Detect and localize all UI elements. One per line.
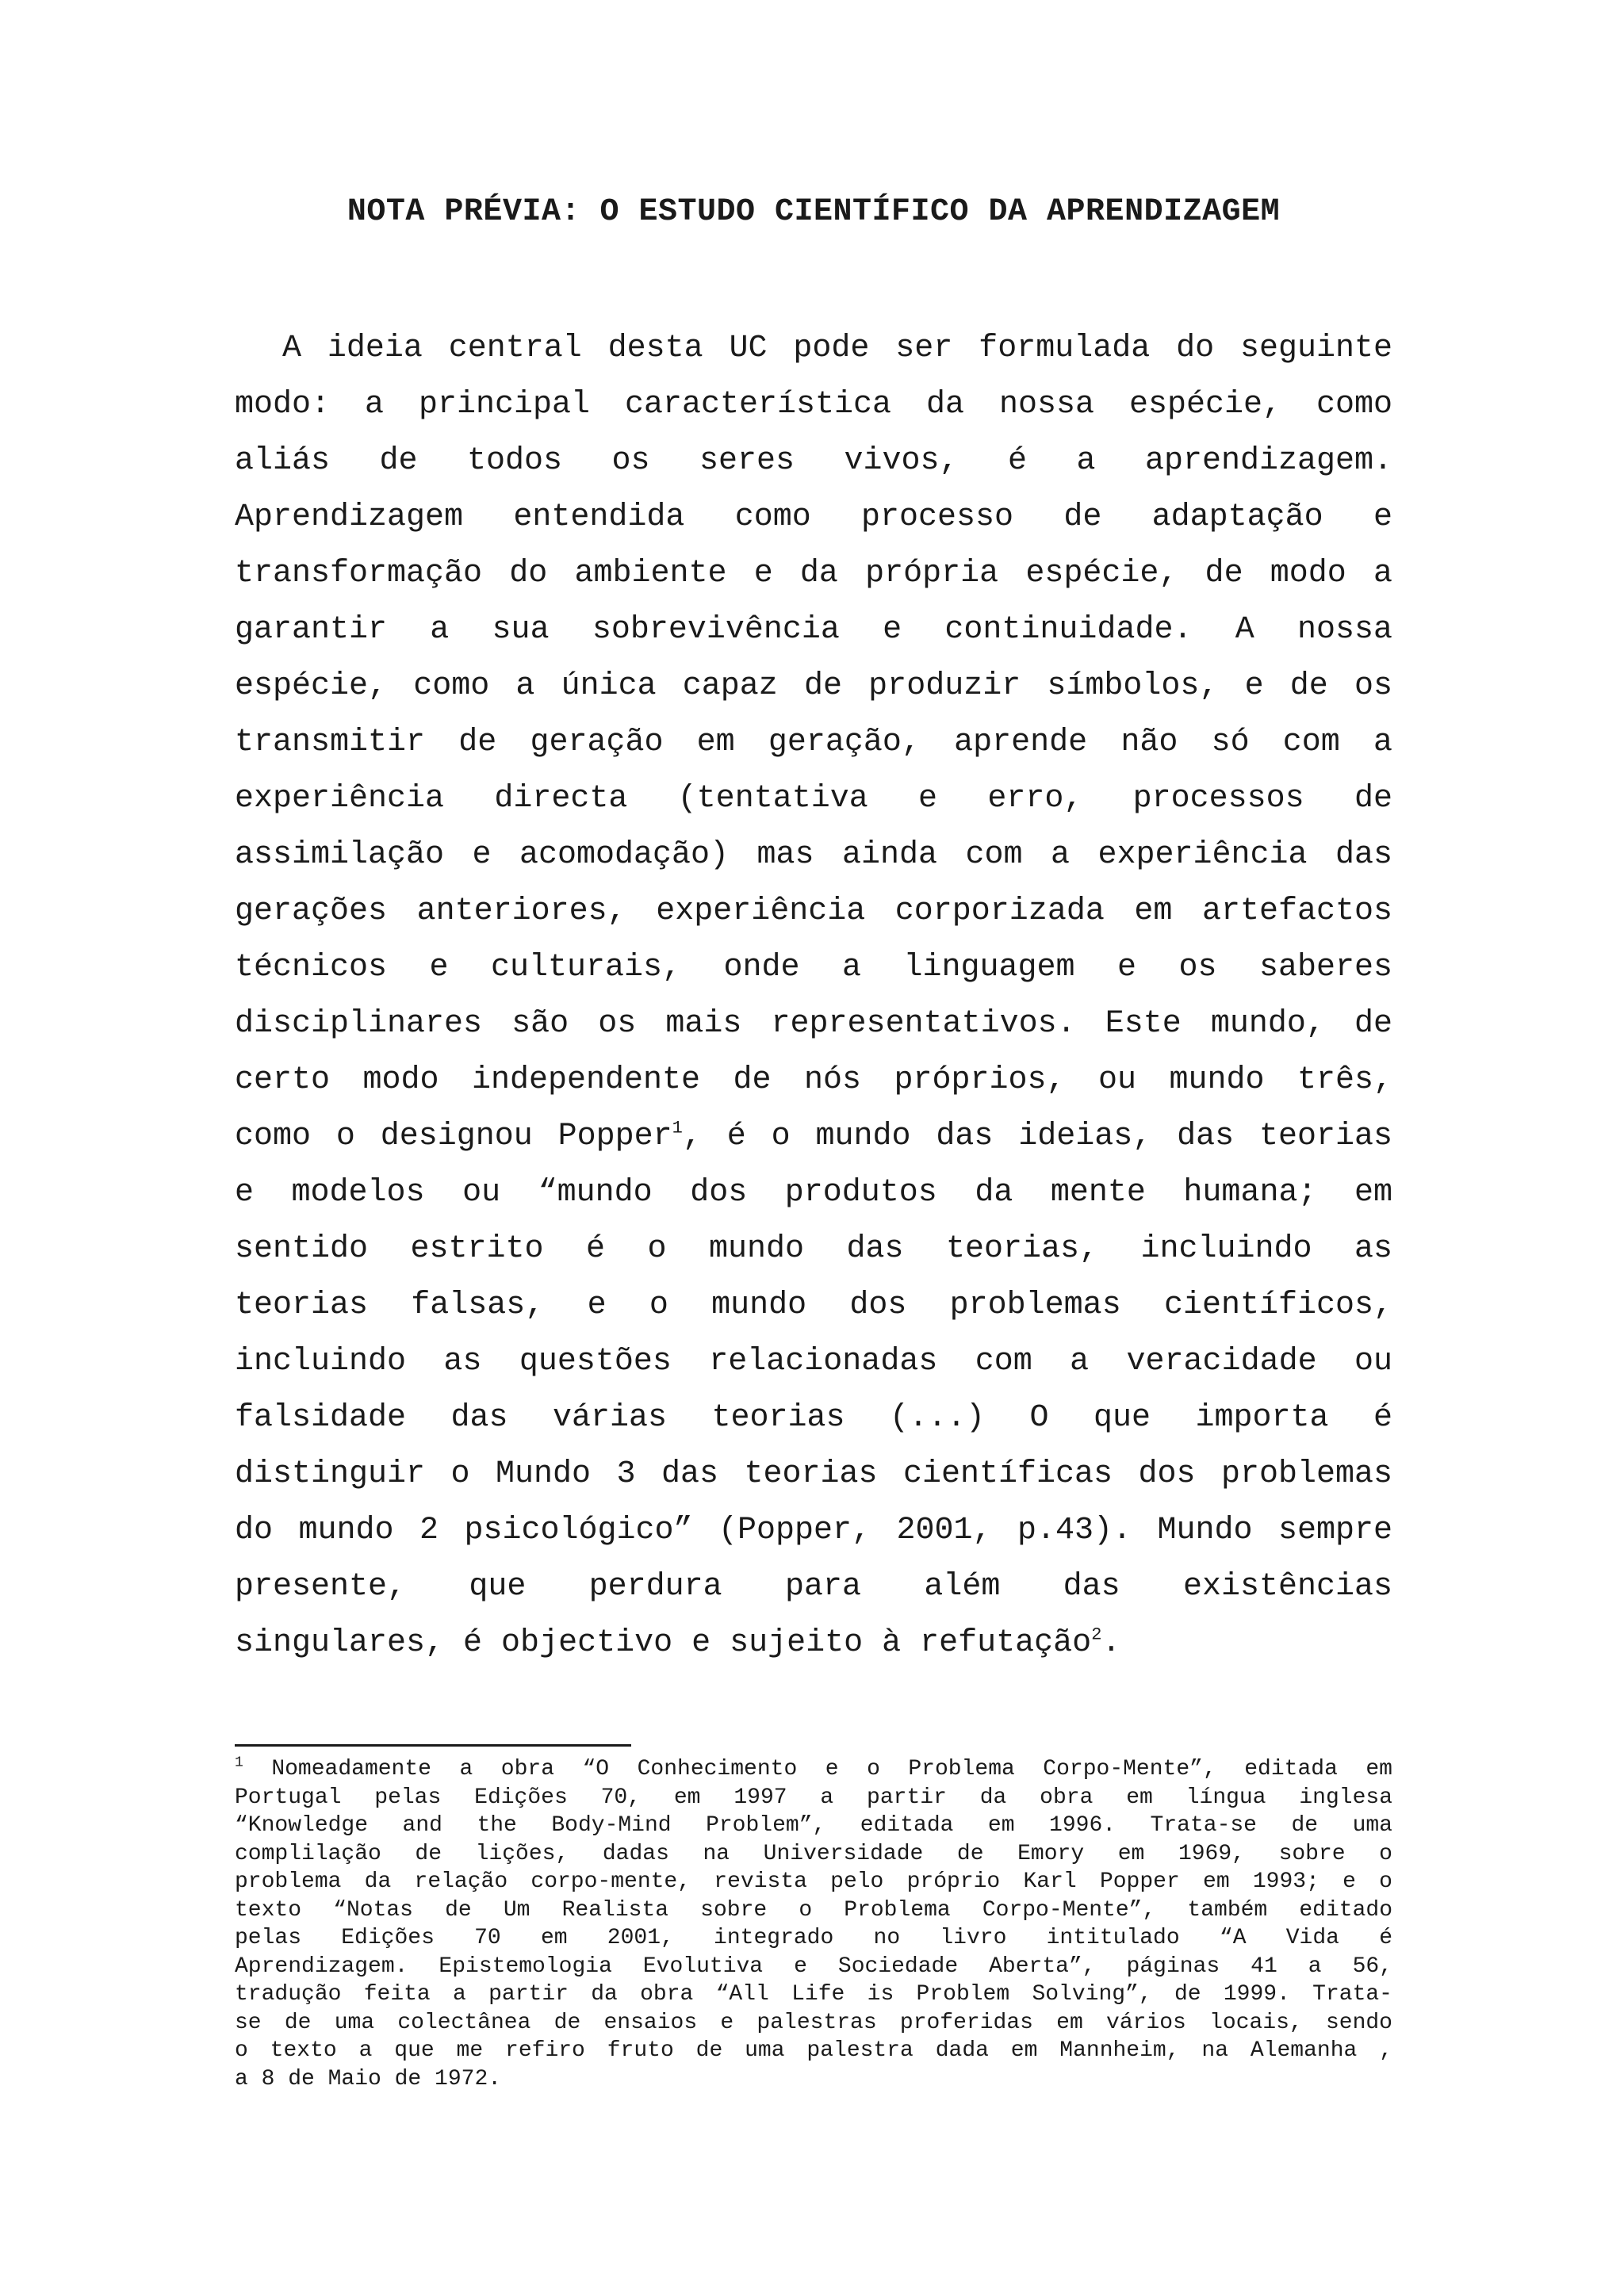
final-line: singulares, é objectivo e sujeito à refutação$^2$. xyxy=(235,1624,1121,1661)
paragraph-line: gerações anteriores, experiência corporizada em artefactos xyxy=(235,894,1392,929)
footnote-ref-1[interactable]: 1 xyxy=(672,1118,683,1138)
footnote-line: o texto a que me refiro fruto de uma palestra dada em Mannheim, na Alemanha , xyxy=(235,2038,1392,2063)
paragraph-line: modo: a principal característica da nossa espécie, como xyxy=(235,387,1392,423)
paragraph-line: espécie, como a única capaz de produzir símbolos, e de os xyxy=(235,668,1392,704)
paragraph-line: distinguir o Mundo 3 das teorias científicas dos problemas xyxy=(235,1456,1392,1492)
footnote-marker: 1 xyxy=(235,1755,243,1771)
paragraph-line: certo modo independente de nós próprios, ou mundo três, xyxy=(235,1062,1392,1098)
paragraph-line: do mundo 2 psicológico” (Popper, 2001, p.43). Mundo sempre xyxy=(235,1513,1392,1548)
footnote-line: “Knowledge and the Body-Mind Problem”, editada em 1996. Trata-se de uma xyxy=(235,1813,1392,1838)
footnote-line: se de uma colectânea de ensaios e palestras proferidas em vários locais, sendo xyxy=(235,2010,1392,2035)
footnote-line: texto “Notas de Um Realista sobre o Problema Corpo-Mente”, também editado xyxy=(235,1897,1392,1923)
paragraph-line xyxy=(235,1108,1392,1165)
footnote-1 xyxy=(235,1755,1392,2093)
paragraph-line: aliás de todos os seres vivos, é a aprendizagem. xyxy=(235,443,1392,479)
page-title: NOTA PRÉVIA: O ESTUDO CIENTÍFICO DA APRENDIZAGEM xyxy=(347,194,1281,230)
paragraph-line: teorias falsas, e o mundo dos problemas científicos, xyxy=(235,1288,1392,1323)
footnote-line: $^1$ Nomeadamente a obra “O Conhecimento e o Problema Corpo-Mente”, editada em xyxy=(235,1755,1392,1781)
paragraph-line: técnicos e culturais, onde a linguagem e os saberes xyxy=(235,950,1392,985)
popper-line: como o designou Popper$^1$, é o mundo das ideias, das teorias xyxy=(235,1118,1392,1154)
footnote-ref-2[interactable]: 2 xyxy=(1091,1624,1102,1645)
footnote-line: Aprendizagem. Epistemologia Evolutiva e Sociedade Aberta”, páginas 41 a 56, xyxy=(235,1954,1392,1979)
paragraph-line: presente, que perdura para além das existências xyxy=(235,1569,1392,1605)
paragraph-line: e modelos ou “mundo dos produtos da mente humana; em xyxy=(235,1175,1392,1211)
footnote-line: a 8 de Maio de 1972. xyxy=(235,2066,502,2091)
footnote-line: complilação de lições, dadas na Universidade de Emory em 1969, sobre o xyxy=(235,1841,1392,1866)
paragraph-line: garantir a sua sobrevivência e continuidade. A nossa xyxy=(235,612,1392,648)
paragraph-line: sentido estrito é o mundo das teorias, incluindo as xyxy=(235,1231,1392,1267)
footnote-line: tradução feita a partir da obra “All Life is Problem Solving”, de 1999. Trata- xyxy=(235,1982,1392,2007)
paragraph-line: disciplinares são os mais representativos. Este mundo, de xyxy=(235,1006,1392,1042)
paragraph-line: incluindo as questões relacionadas com a veracidade ou xyxy=(235,1344,1392,1380)
paragraph-line: Aprendizagem entendida como processo de adaptação e xyxy=(235,499,1392,535)
paragraph-line: A ideia central desta UC pode ser formulada do seguinte xyxy=(282,331,1392,366)
paragraph-line xyxy=(235,1615,1392,1671)
footnote-line: Portugal pelas Edições 70, em 1997 a partir da obra em língua inglesa xyxy=(235,1785,1392,1810)
paragraph-line: experiência directa (tentativa e erro, processos de xyxy=(235,781,1392,817)
paragraph-line: transformação do ambiente e da própria espécie, de modo a xyxy=(235,556,1392,591)
paragraph-line: falsidade das várias teorias (...) O que importa é xyxy=(235,1400,1392,1436)
footnote-line: problema da relação corpo-mente, revista pelo próprio Karl Popper em 1993; e o xyxy=(235,1869,1392,1894)
footnote-line: pelas Edições 70 em 2001, integrado no livro intitulado “A Vida é xyxy=(235,1926,1392,1950)
body-paragraph xyxy=(235,320,1392,1671)
paragraph-line: transmitir de geração em geração, aprende não só com a xyxy=(235,725,1392,760)
paragraph-line: assimilação e acomodação) mas ainda com a experiência das xyxy=(235,837,1392,873)
footnote-separator xyxy=(235,1744,631,1747)
